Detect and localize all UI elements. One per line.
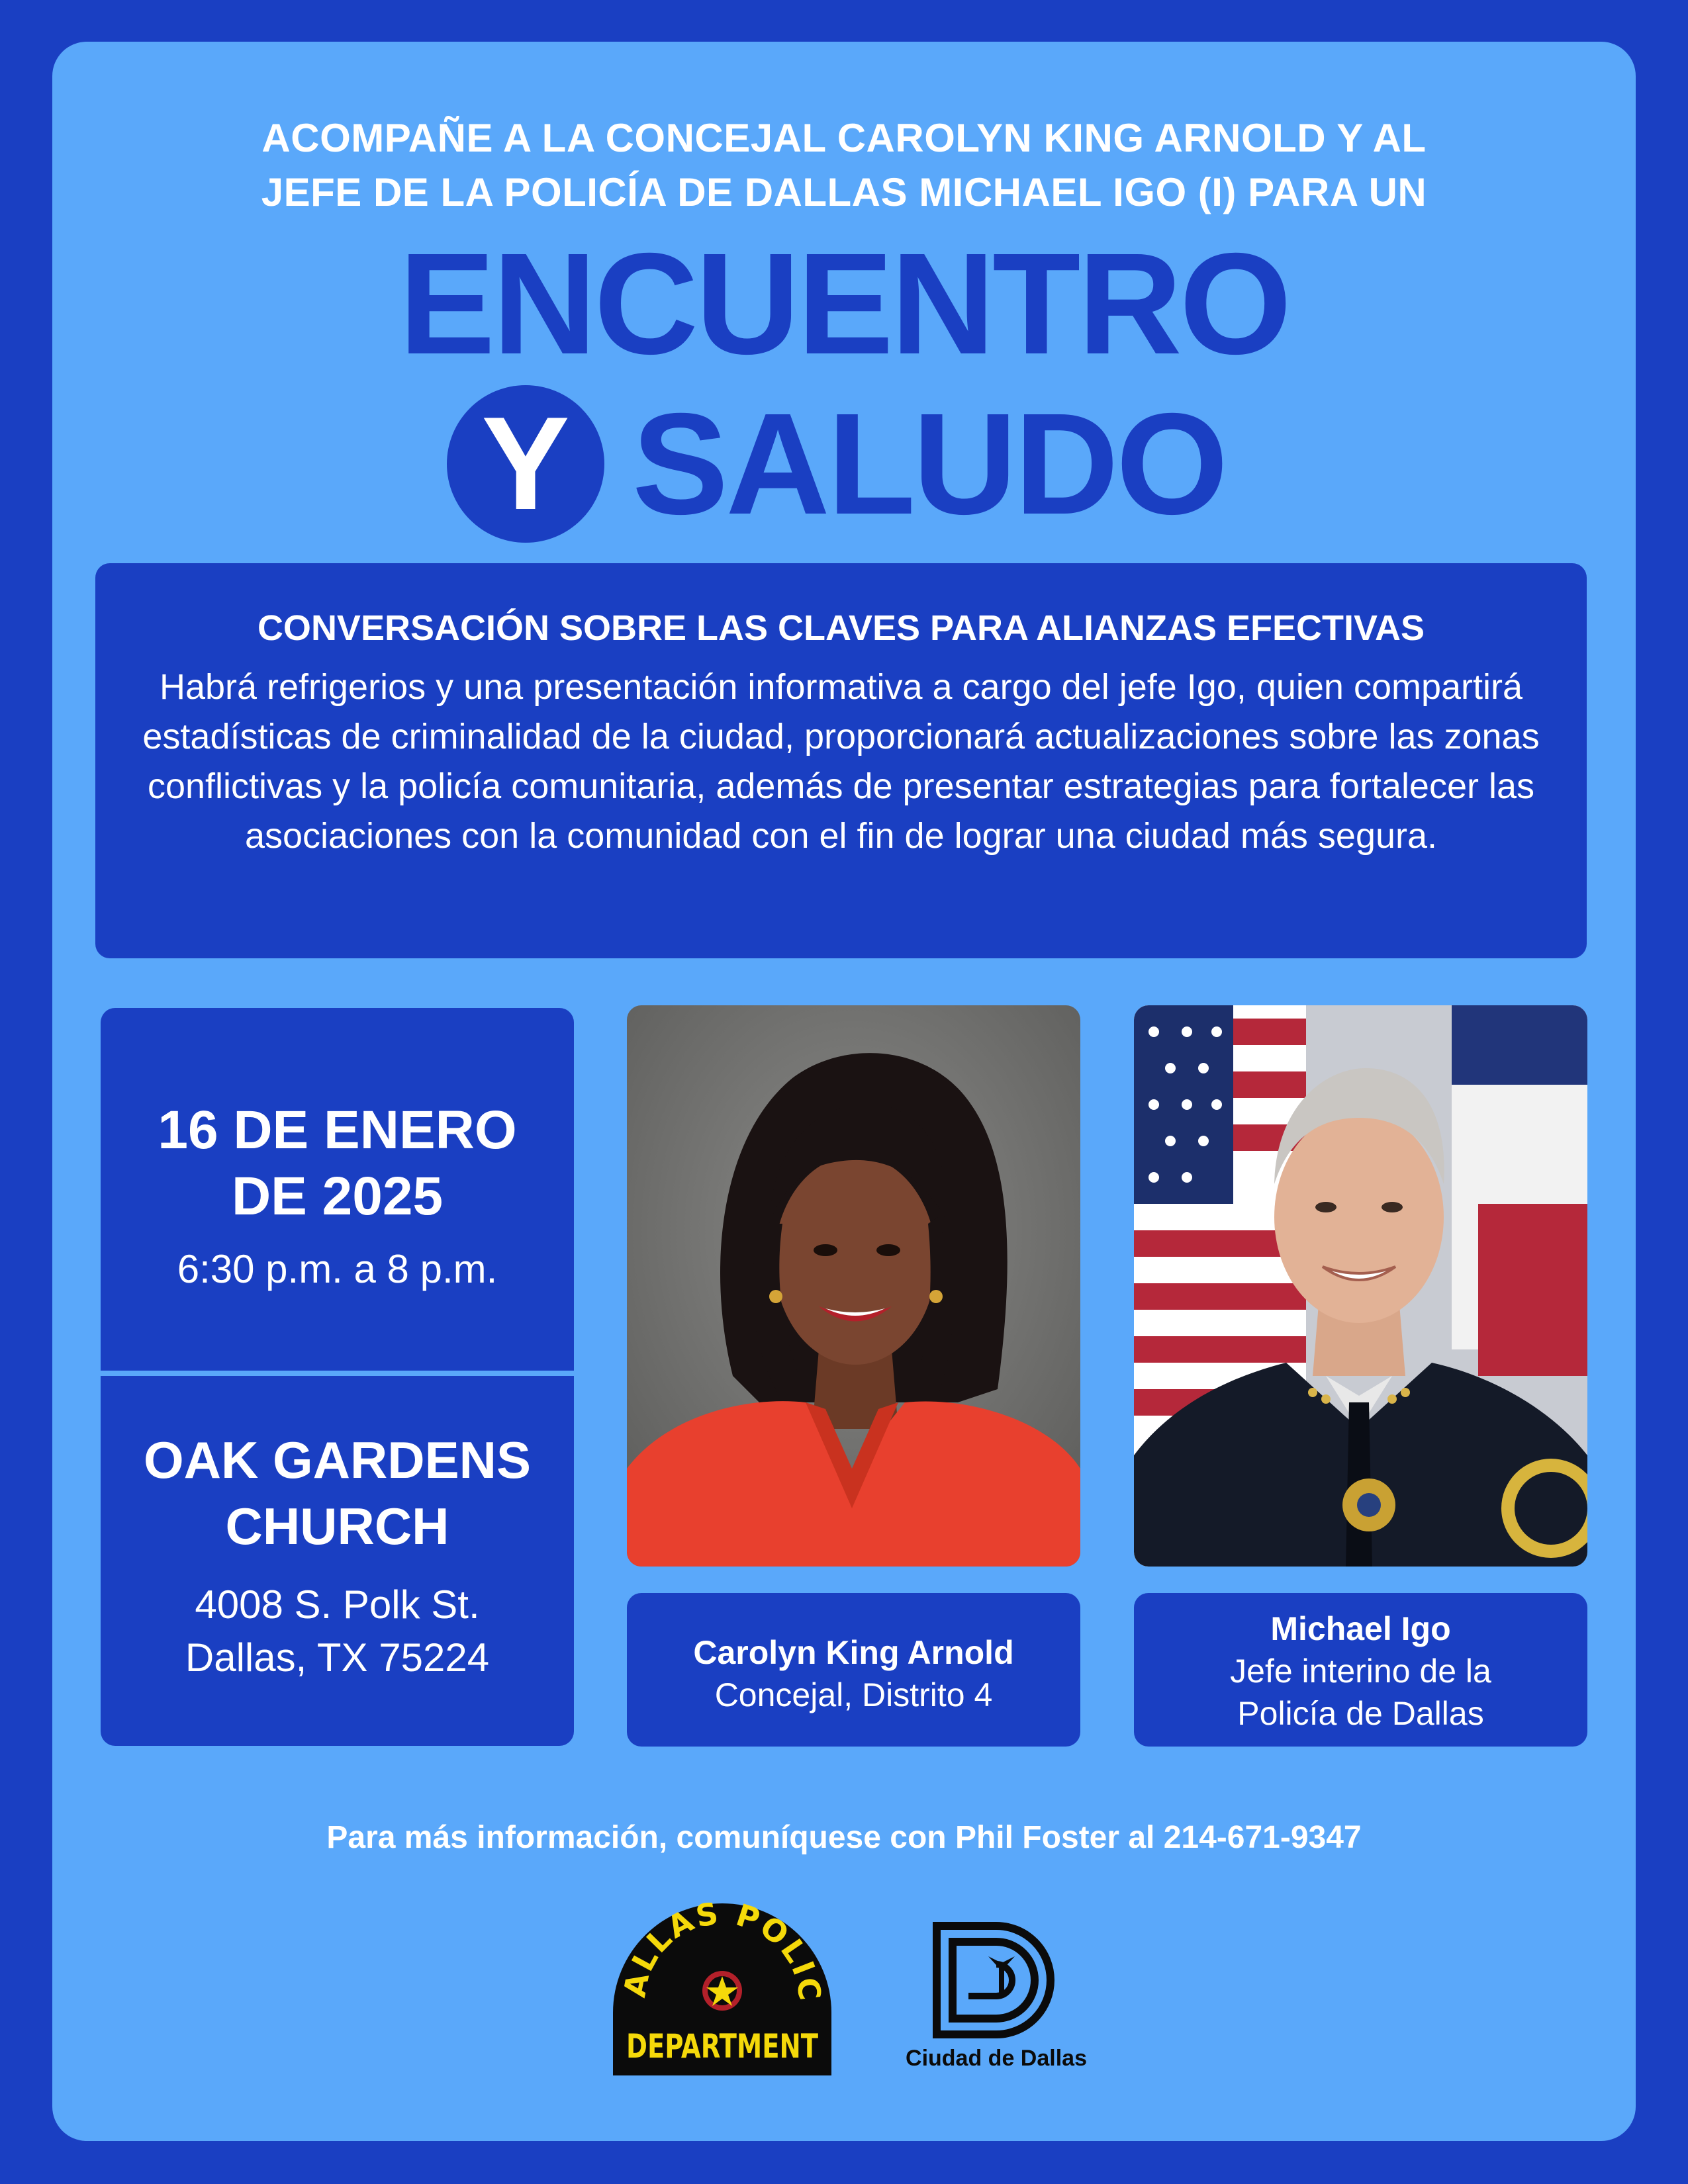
info-body: Habrá refrigerios y una presentación informativa a cargo del jefe Igo, quien compartirá estadísticas de criminalidad de la ciudad, proporcionará actualizaciones sobre las zonas conflictivas y la policía comunitaria, además de presentar estrategias para fortalecer las asociaciones con la comunidad con el fin de lograr una ciudad más segura. (142, 667, 1540, 856)
caption-michael-igo (1134, 1593, 1587, 1747)
event-time: 6:30 p.m. a 8 p.m. (177, 1247, 498, 1291)
intro-text (0, 111, 1688, 220)
svg-text:DEPARTMENT: DEPARTMENT (626, 2027, 818, 2066)
caption-carolyn-king-arnold (627, 1593, 1080, 1747)
speaker-role-line-1: Jefe interino de la (1230, 1653, 1491, 1690)
speaker-name: Michael Igo (1270, 1610, 1451, 1647)
intro-line-1: ACOMPAÑE A LA CONCEJAL CAROLYN KING ARNOLD Y AL (261, 116, 1427, 160)
venue-address-line-2: Dallas, TX 75224 (185, 1635, 490, 1680)
headline-saludo: SALUDO (632, 384, 1226, 545)
event-date-line-1: 16 DE ENERO (158, 1100, 517, 1160)
event-date-line-2: DE 2025 (231, 1166, 444, 1226)
svg-text:DALLAS POLICE: ALLAS POLIC (616, 1901, 829, 2005)
headline-y-circle: Y (447, 385, 604, 543)
info-title: CONVERSACIÓN SOBRE LAS CLAVES PARA ALIANZAS EFECTIVAS (257, 608, 1425, 648)
venue-name-line-1: OAK GARDENS (143, 1431, 532, 1489)
speaker-name: Carolyn King Arnold (693, 1634, 1014, 1671)
info-box (95, 563, 1587, 958)
photo-carolyn-king-arnold (627, 1005, 1080, 1567)
event-details-box (101, 1008, 574, 1746)
venue-address (101, 1578, 574, 1684)
speaker-role-line-2: Policía de Dallas (1237, 1695, 1484, 1732)
intro-line-2: JEFE DE LA POLICÍA DE DALLAS MICHAEL IGO (I) PARA UN (261, 170, 1427, 214)
venue-address-line-1: 4008 S. Polk St. (195, 1582, 480, 1627)
event-divider (101, 1371, 574, 1376)
event-date (101, 1097, 574, 1230)
venue-name (101, 1427, 574, 1559)
dallas-police-department-logo (609, 1901, 835, 2075)
contact-info: Para más información, comuníquese con Phil Foster al 214-671-9347 (326, 1820, 1362, 1855)
venue-name-line-2: CHURCH (225, 1497, 449, 1555)
headline-encuentro: ENCUENTRO (399, 224, 1289, 385)
city-of-dallas-caption: Ciudad de Dallas (906, 2046, 1087, 2071)
photo-michael-igo (1134, 1005, 1587, 1567)
speaker-role: Concejal, Distrito 4 (714, 1676, 993, 1713)
